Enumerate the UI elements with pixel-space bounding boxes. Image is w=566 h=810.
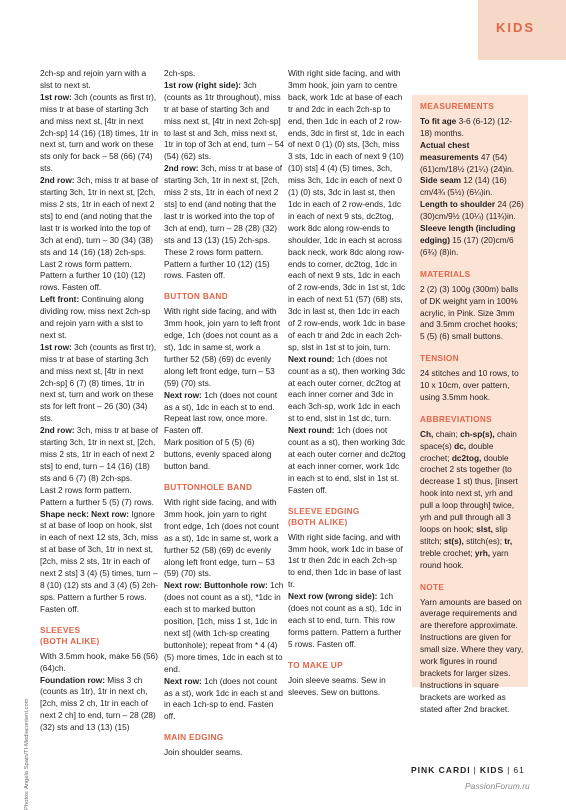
abbreviations-text <box>420 429 524 572</box>
section-heading: SLEEVES (BOTH ALIKE) <box>40 625 160 647</box>
footer-section: KIDS <box>480 765 504 775</box>
row-text: 1ch (does not count as a st), work 1dc in each st and in each 1ch-sp to end. Fasten off. <box>164 676 283 722</box>
instruction-row <box>164 580 284 675</box>
instruction-row <box>288 354 406 425</box>
measurement-item <box>420 140 524 176</box>
row-label: Next round: <box>288 425 335 435</box>
footer-title: PINK CARDI <box>411 765 471 775</box>
row-text: 1ch (does not count as a st), then working 3dc at each outer corner and dc2tog at each inner corner, work 1dc in each st to end, slst in 1st st. Fasten off. <box>288 425 406 495</box>
instruction-row <box>288 425 406 496</box>
materials-section <box>420 269 524 343</box>
instruction-row <box>164 80 284 163</box>
measurement-value: 15 (17) (20)cm/6 (6¾) (8)in. <box>420 235 514 257</box>
abbreviation-term: dc, <box>454 441 466 451</box>
abbreviation-term: st(s), <box>444 536 464 546</box>
abbreviation-term: dc2tog, <box>452 453 482 463</box>
row-label: 1st row: <box>40 342 72 352</box>
measurement-label: Actual chest measurements <box>420 140 479 162</box>
row-text: 3ch (counts as first tr), miss tr at base of starting 3ch and miss next st, [4tr in next 2ch-sp] 6 (7) (8) times, 1tr in next st, turn and work on these sts for left front – 26 (30) (34) sts. <box>40 342 156 423</box>
row-label: Next row: Buttonhole row: <box>164 580 268 590</box>
paragraph: Last 2 rows form pattern. Pattern a further 10 (10) (12) rows. Fasten off. <box>40 259 160 295</box>
paragraph: With right side facing, and with 3mm hook, work 1dc in base of 1st tr then 2dc in each 2ch-sp to end, then 1dc in base of last tr. <box>288 532 406 592</box>
column-1 <box>40 68 160 734</box>
watermark: PassionForum.ru <box>465 781 530 791</box>
measurement-item <box>420 199 524 223</box>
tension-section <box>420 353 524 404</box>
footer-separator: | <box>474 765 477 775</box>
measurement-item <box>420 175 524 199</box>
row-label: Next row: <box>164 390 202 400</box>
measurement-value: 12 (14) (16) cm/4¾ (5½) (6¼)in. <box>420 175 507 197</box>
instruction-row <box>164 390 284 438</box>
measurement-value: 3-6 (6-12) (12-18) months. <box>420 116 512 138</box>
measurements-heading: MEASUREMENTS <box>420 101 524 113</box>
row-label: Next row: <box>164 676 202 686</box>
abbreviation-meaning: slip stitch; <box>420 524 508 546</box>
measurement-item <box>420 116 524 140</box>
measurement-value: 47 (54) (61)cm/18½ (21¼) (24)in. <box>420 152 514 174</box>
abbreviation-term: Ch, <box>420 429 433 439</box>
paragraph: With 3.5mm hook, make 56 (56) (64)ch. <box>40 651 160 675</box>
paragraph: With right side facing, and with 3mm hook, join yarn to right front edge, 1ch (does not count as a st), 1dc in same st, work a further 52 (58) (69) dc evenly along left front edge, turn – 53 (59) (70) sts. <box>164 497 284 580</box>
instruction-row <box>288 591 406 651</box>
instruction-row <box>40 342 160 425</box>
abbreviations-section <box>420 414 524 572</box>
abbreviation-term: slst, <box>476 524 493 534</box>
row-label: Foundation row: <box>40 675 105 685</box>
abbreviation-meaning: stitch(es); <box>464 536 505 546</box>
measurement-item <box>420 223 524 259</box>
paragraph: With right side facing, and with 3mm hook, join yarn to centre back, work 1dc at base of each tr and 2dc in each 2ch-sp to end, then 1dc in each of 2 row-ends, 3dc in first st, 1dc in each of next 0 (1) (0) sts, [3ch, miss 3 sts, 1dc in each of next 9 (10) (10) sts] 4 (4) (5) times, 3ch, miss 3ch, 1dc in each of next 0 (1) (0) sts, 3dc in last st, then 1dc in each of 2 row-ends, 1dc in each of next 9 sts, dc2tog, work 8dc along row-ends to shoulder, 1dc in each st across back neck, work 8dc along row-ends to corner, dc2tog, 1dc in each of next 9 sts, 1dc in each of 2 row-ends, 3dc in 1st st, 1dc in each of next 51 (57) (68) sts, 3dc in last st, then 1dc in each of 2 row-ends, work 1dc in base of each tr and 2dc in each 2ch-sp, slst in 1st st to join, turn. <box>288 68 406 354</box>
instruction-row <box>40 675 160 735</box>
abbreviation-meaning: chain; <box>433 429 460 439</box>
measurement-label: Side seam <box>420 175 461 185</box>
row-label: Next row (wrong side): <box>288 591 377 601</box>
measurements-section <box>420 101 524 259</box>
photo-credit: Photos: Angela Spain/TI-Mediacontent.com <box>24 699 30 810</box>
row-label: 2nd row: <box>164 163 199 173</box>
section-label: KIDS <box>496 20 535 35</box>
abbreviation-meaning: double crochet; <box>420 441 493 463</box>
row-text: Continuing along dividing row, miss next 2ch-sp and rejoin yarn with a slst to next st. <box>40 294 150 340</box>
paragraph: 2ch-sps. <box>164 68 284 80</box>
section-heading: BUTTON BAND <box>164 291 284 302</box>
materials-text: 2 (2) (3) 100g (300m) balls of DK weight yarn in 100% acrylic, in Pink. Size 3mm and 3.5mm crochet hooks; 5 (5) (6) small buttons. <box>420 284 524 344</box>
row-text: 1ch (does not count as a st), 1dc in each st to end, turn. This row forms pattern. Pattern a further 5 rows. Fasten off. <box>288 591 401 649</box>
row-text: 3ch, miss tr at base of starting 3ch, 1tr in next st, [2ch, miss 2 sts, 1tr in each of next 2 sts] to end, turn – 14 (16) (18) sts and 6 (7) (8) 2ch-sps. <box>40 425 158 483</box>
paragraph: With right side facing, and with 3mm hook, join yarn to left front edge, 1ch (does not count as a st), 1dc in same st, work a further 52 (58) (69) dc evenly along left front edge, turn – 53 (59) (70) sts. <box>164 306 284 389</box>
instruction-row <box>40 294 160 342</box>
instruction-row <box>40 175 160 258</box>
footer-separator: | <box>507 765 510 775</box>
abbreviation-meaning: yarn round hook. <box>420 548 509 570</box>
row-label: 1st row (right side): <box>164 80 241 90</box>
paragraph: Mark position of 5 (5) (6) buttons, evenly spaced along button band. <box>164 437 284 473</box>
row-label: Left front: <box>40 294 79 304</box>
column-3 <box>288 68 406 699</box>
page-footer <box>411 765 525 775</box>
abbreviation-meaning: treble crochet; <box>420 548 475 558</box>
paragraph: Last 2 rows form pattern. Pattern a further 5 (5) (7) rows. <box>40 485 160 509</box>
row-text: 3ch (counts as 1tr throughout), miss tr at base of starting 3ch and miss next st, [4tr in next 2ch-sp] to last st and 3ch, miss next st, 1tr in top of 3ch at end, turn – 54 (54) (62) sts. <box>164 80 284 161</box>
paragraph: Join shoulder seams. <box>164 747 284 759</box>
column-2 <box>164 68 284 759</box>
row-label: Next round: <box>288 354 335 364</box>
instruction-row <box>40 509 160 616</box>
measurements-list <box>420 116 524 259</box>
abbreviation-term: yrh, <box>475 548 490 558</box>
abbreviation-term: tr, <box>504 536 512 546</box>
row-text: 1ch (does not count as a st), *1dc in each st to marked button position, [1ch, miss 1 st, 1dc in next st] (with 1ch-sp creating buttonhole); repeat from * 4 (4) (5) more times, 1dc in each st to end. <box>164 580 283 673</box>
instruction-row <box>40 92 160 175</box>
row-text: 1ch (does not count as a st), 1dc in each st to end. Repeat last row, once more. Fasten off. <box>164 390 277 436</box>
instruction-row <box>164 676 284 724</box>
row-label: 2nd row: <box>40 425 75 435</box>
materials-heading: MATERIALS <box>420 269 524 281</box>
section-heading: MAIN EDGING <box>164 732 284 743</box>
abbreviations-heading: ABBREVIATIONS <box>420 414 524 426</box>
row-text: 3ch (counts as first tr), miss tr at base of starting 3ch and miss next st, [4tr in next 2ch-sp] 14 (16) (18) times, 1tr in next st, turn and work on these sts only for back – 58 (66) (74) sts. <box>40 92 158 173</box>
info-sidebar <box>412 95 528 687</box>
note-heading: NOTE <box>420 582 524 594</box>
abbreviation-term: ch-sp(s), <box>460 429 495 439</box>
measurement-label: Length to shoulder <box>420 199 495 209</box>
row-label: 2nd row: <box>40 175 75 185</box>
abbreviation-meaning: chain space(s) <box>420 429 517 451</box>
section-heading: BUTTONHOLE BAND <box>164 482 284 493</box>
note-text: Yarn amounts are based on average requirements and are therefore approximate. Instructions are given for small size. Where they vary, work figures in round brackets for larger sizes. Instructions in square brackets are worked as stated after 2nd bracket. <box>420 597 524 716</box>
section-heading: TO MAKE UP <box>288 660 406 671</box>
row-text: 3ch, miss tr at base of starting 3ch, 1tr in next st, [2ch, miss 2 sts, 1tr in each of next 2 sts] to end (and noting that the last tr is worked into the top of 3ch at end), turn – 28 (28) (32) sts and 13 (13) (15) 2ch-sps. <box>164 163 282 244</box>
measurement-label: To fit age <box>420 116 456 126</box>
instruction-row <box>164 163 284 246</box>
abbreviation-meaning: double crochet 2 sts together (to decrease 1 st) thus, [insert hook into next st, yrh and pull a loop through] twice, yrh and pull through all 3 loops on hook; <box>420 453 518 534</box>
row-text: Ignore st at base of loop on hook, slst in each of next 12 sts, 3ch, miss st at base of 3ch, 1tr in next st, [2ch, miss 2 sts, 1tr in each of next 2 sts] 3 (4) (5) times, turn – 8 (10) (12) sts and 3 (4) (5) 2ch-sps. Pattern a further 5 rows. Fasten off. <box>40 509 158 614</box>
paragraph: 2ch-sp and rejoin yarn with a slst to next st. <box>40 68 160 92</box>
section-heading: SLEEVE EDGING (BOTH ALIKE) <box>288 506 406 528</box>
tension-heading: TENSION <box>420 353 524 365</box>
measurement-label: Sleeve length (including edging) <box>420 223 515 245</box>
row-text: 3ch, miss tr at base of starting 3ch, 1tr in next st, [2ch, miss 2 sts, 1tr in each of next 2 sts] to end (and noting that the last tr is worked into the top of 3ch at end), turn – 30 (34) (38) sts and 14 (16) (18) 2ch-sps. <box>40 175 158 256</box>
measurement-value: 24 (26) (30)cm/9½ (10¼) (11¾)in. <box>420 199 524 221</box>
tension-text: 24 stitches and 10 rows, to 10 x 10cm, over pattern, using 3.5mm hook. <box>420 368 524 404</box>
row-label: 1st row: <box>40 92 72 102</box>
row-text: 1ch (does not count as a st), then working 3dc at each outer corner, dc2tog at each inner corner and 3dc in each 3ch-sp, work 1dc in each st to end, slst in 1st dc, turn. <box>288 354 405 424</box>
row-label: Shape neck: Next row: <box>40 509 129 519</box>
page-number: 61 <box>513 765 524 775</box>
note-section <box>420 582 524 716</box>
instruction-row <box>40 425 160 485</box>
paragraph: These 2 rows form pattern. Pattern a further 10 (12) (15) rows. Fasten off. <box>164 247 284 283</box>
row-text: Miss 3 ch (counts as 1tr), 1tr in next ch, [2ch, miss 2 ch, 1tr in each of next 2 ch] to end, turn – 28 (28) (32) sts and 13 (13) (15) <box>40 675 156 733</box>
paragraph: Join sleeve seams. Sew in sleeves. Sew on buttons. <box>288 675 406 699</box>
